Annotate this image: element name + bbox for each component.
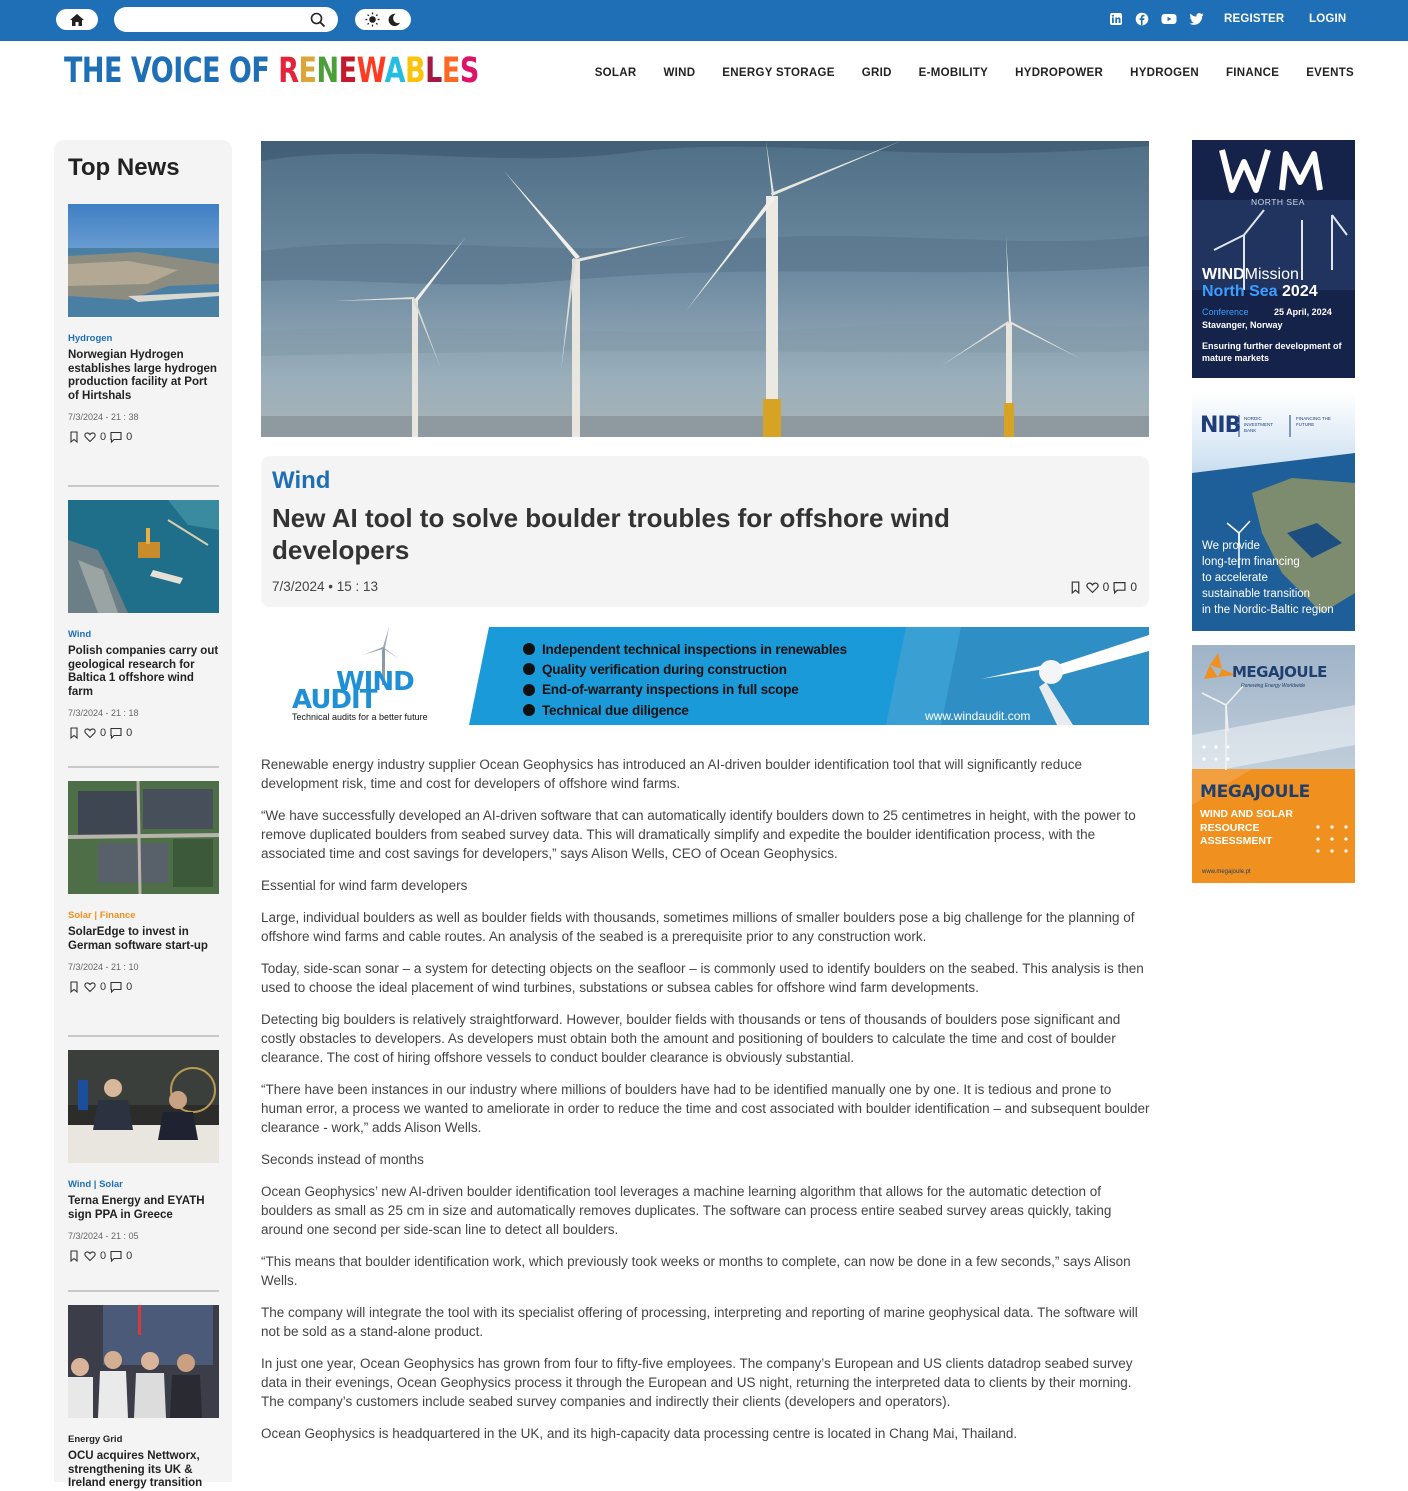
like-count: 0 bbox=[100, 981, 107, 993]
article-subheading: Essential for wind farm developers bbox=[261, 878, 468, 893]
windaudit-banner-ad[interactable] bbox=[261, 627, 1149, 725]
top-news-heading: Top News bbox=[68, 154, 180, 181]
logo-letter: L bbox=[425, 51, 442, 92]
youtube-icon[interactable] bbox=[1161, 12, 1177, 26]
nib-slogan: FINANCING THE FUTURE bbox=[1296, 416, 1331, 427]
linkedin-icon[interactable] bbox=[1109, 12, 1123, 26]
nib-bank-name: NORDIC INVESTMENT BANK bbox=[1244, 416, 1273, 433]
news-date: 7/3/2024 - 21 : 05 bbox=[68, 1231, 139, 1241]
news-category[interactable]: Energy Grid bbox=[68, 1434, 123, 1445]
list-bullet-icon bbox=[523, 663, 535, 675]
news-title[interactable]: Polish companies carry out geological research for Baltica 1 offshore wind farm bbox=[68, 645, 219, 698]
megajoule-headline: MEGAJOULE bbox=[1200, 782, 1310, 802]
comment-count: 0 bbox=[126, 431, 133, 443]
news-category[interactable]: Solar | Finance bbox=[68, 910, 136, 921]
logo-letter: E bbox=[441, 51, 460, 92]
nav-wind[interactable]: WIND bbox=[663, 67, 696, 79]
news-title[interactable]: Terna Energy and EYATH sign PPA in Greece bbox=[68, 1195, 205, 1221]
site-logo[interactable] bbox=[64, 51, 479, 92]
register-link[interactable]: REGISTER bbox=[1224, 13, 1285, 25]
news-divider bbox=[68, 1035, 219, 1037]
article-paragraph: Ocean Geophysics is headquartered in the UK, and its high-capacity data processing centre is located in Chang Mai, Thailand. bbox=[261, 1426, 1018, 1441]
news-title[interactable]: Norwegian Hydrogen establishes large hydrogen production facility at Port of Hirtshals bbox=[68, 349, 217, 402]
article-body bbox=[261, 755, 1151, 1456]
news-thumbnail[interactable] bbox=[68, 781, 219, 894]
news-title[interactable]: SolarEdge to invest in German software start-up bbox=[68, 926, 208, 952]
news-actions bbox=[68, 727, 219, 739]
news-category[interactable]: Hydrogen bbox=[68, 333, 113, 344]
comment-count: 0 bbox=[1130, 580, 1137, 594]
article-paragraph: Renewable energy industry supplier Ocean Geophysics has introduced an AI-driven boulder identification tool that will significantly reduce development risk, time and cost for developers of offshore wind farms. bbox=[261, 757, 1082, 791]
bookmark-icon[interactable] bbox=[1069, 581, 1082, 594]
wm-date: 25 April, 2024 bbox=[1274, 307, 1332, 317]
bookmark-icon[interactable] bbox=[68, 981, 80, 993]
like-count: 0 bbox=[100, 727, 107, 739]
windaudit-brand-wind: WIND bbox=[336, 667, 414, 697]
like-count: 0 bbox=[100, 1250, 107, 1262]
article-paragraph: Today, side-scan sonar – a system for detecting objects on the seafloor – is commonly used to identify boulders on the seabed. This analysis is then used to choose the ideal placement of wind turbines, substations or subsea cables for offshore wind farm developments. bbox=[261, 961, 1144, 995]
news-item[interactable] bbox=[68, 1050, 219, 1262]
megajoule-logo: MEGAJOULE bbox=[1232, 663, 1327, 681]
comment-icon[interactable] bbox=[1113, 581, 1126, 594]
megajoule-service: WIND AND SOLAR RESOURCE ASSESSMENT bbox=[1200, 808, 1293, 847]
windaudit-brand-audit: AUDIT bbox=[292, 685, 377, 715]
article-paragraph: Large, individual boulders as well as boulder fields with thousands, sometimes millions of smaller boulders pose a big challenge for the planning of offshore wind farms and cable routes. An analysis of the seabed is a prerequisite prior to any construction work. bbox=[261, 910, 1135, 944]
list-bullet-icon bbox=[523, 643, 535, 655]
like-count: 0 bbox=[1102, 580, 1110, 594]
windaudit-url[interactable]: www.windaudit.com bbox=[925, 709, 1031, 723]
news-actions bbox=[68, 431, 219, 443]
sun-icon[interactable] bbox=[365, 12, 380, 27]
service-item: Independent technical inspections in renewables bbox=[523, 639, 847, 659]
article-paragraph: In just one year, Ocean Geophysics has grown from four to fifty-five employees. The company’s European and US clients datadrop seabed survey data in their evenings, Ocean Geophysics process it through the European and US night, returning the interpreted data to clients by their morning. The company’s customers include seabed survey companies and indirectly their clients (developers and operators). bbox=[261, 1356, 1133, 1409]
nav-grid[interactable]: GRID bbox=[861, 67, 892, 79]
article-subheading: Seconds instead of months bbox=[261, 1152, 424, 1167]
article-header bbox=[261, 456, 1149, 607]
news-category[interactable]: Wind | Solar bbox=[68, 1179, 123, 1190]
windaudit-services-list bbox=[523, 639, 847, 720]
logo-letter: E bbox=[298, 51, 317, 92]
article-title: New AI tool to solve boulder troubles for offshore wind developers bbox=[272, 503, 950, 565]
logo-letter: R bbox=[278, 51, 299, 92]
article-paragraph: “There have been instances in our industry where millions of boulders have had to be identified manually one by one. It is tedious and prone to human error, a process we wanted to ameliorate in order to reduce the time and cost associated with boulder identification – and subsequent boulder clearance - work,” adds Alison Wells. bbox=[261, 1082, 1150, 1135]
search-input[interactable] bbox=[124, 10, 304, 29]
heart-icon[interactable] bbox=[84, 981, 96, 993]
megajoule-slogan: Renewing Energy Worldwide bbox=[1241, 683, 1306, 689]
nav-solar[interactable]: SOLAR bbox=[594, 67, 637, 79]
article-paragraph: “This means that boulder identification work, which previously took weeks or months to complete, can now be done in a few seconds,” says Alison Wells. bbox=[261, 1254, 1131, 1288]
news-item[interactable] bbox=[68, 1305, 219, 1491]
wm-conference: Conference bbox=[1202, 307, 1249, 317]
comment-count: 0 bbox=[126, 981, 133, 993]
bookmark-icon[interactable] bbox=[68, 1250, 80, 1262]
news-thumbnail[interactable] bbox=[68, 1305, 219, 1418]
list-bullet-icon bbox=[523, 704, 535, 716]
logo-letter: S bbox=[459, 51, 479, 92]
news-thumbnail[interactable] bbox=[68, 1050, 219, 1163]
heart-icon[interactable] bbox=[84, 431, 96, 443]
article-paragraph: Ocean Geophysics’ new AI-driven boulder identification tool leverages a machine learning algorithm that allows for the automatic detection of boulders as small as 25 cm in size and automatically removes duplicates. The software can process entire seabed survey areas quickly, taking around one second per side-scan line to detect all boulders. bbox=[261, 1184, 1112, 1237]
service-item: Quality verification during construction bbox=[523, 659, 847, 679]
news-item[interactable] bbox=[68, 204, 219, 443]
facebook-icon[interactable] bbox=[1135, 12, 1149, 26]
news-title[interactable]: OCU acquires Nettworx, strengthening its UK & Ireland energy transition bbox=[68, 1450, 203, 1489]
twitter-icon[interactable] bbox=[1189, 12, 1204, 26]
search-box bbox=[114, 7, 338, 32]
logo-letter: W bbox=[356, 51, 385, 92]
article-actions bbox=[1069, 580, 1137, 594]
wm-title-northsea: North Sea bbox=[1202, 283, 1278, 300]
news-thumbnail[interactable] bbox=[68, 500, 219, 613]
comment-icon[interactable] bbox=[110, 1250, 122, 1262]
top-bar bbox=[0, 0, 1408, 41]
news-item[interactable] bbox=[68, 500, 219, 739]
news-date: 7/3/2024 - 21 : 18 bbox=[68, 708, 139, 718]
news-date: 7/3/2024 - 21 : 10 bbox=[68, 962, 139, 972]
logo-letter: B bbox=[405, 51, 426, 92]
news-item[interactable] bbox=[68, 781, 219, 993]
article-paragraph: Detecting big boulders is relatively straightforward. However, boulder fields with thousands or tens of thousands of boulders pose significant and costly obstacles to developers. As developers must obtain both the amount and positioning of boulders to calculate the time and cost of boulder clearance. The cost of hiring offshore vessels to conduct boulder clearance is obviously substantial. bbox=[261, 1012, 1121, 1065]
comment-icon[interactable] bbox=[110, 431, 122, 443]
wm-tagline: Ensuring further development of mature markets bbox=[1202, 341, 1342, 363]
nav-hydropower[interactable]: HYDROPOWER bbox=[1015, 67, 1104, 79]
list-bullet-icon bbox=[523, 684, 535, 696]
nib-ad[interactable] bbox=[1192, 393, 1355, 631]
search-icon[interactable] bbox=[310, 12, 326, 28]
moon-icon[interactable] bbox=[387, 13, 401, 27]
article-date: 7/3/2024 • 15 : 13 bbox=[272, 579, 379, 594]
heart-icon[interactable] bbox=[84, 727, 96, 739]
service-item: Technical due diligence bbox=[523, 700, 847, 720]
comment-count: 0 bbox=[126, 1250, 133, 1262]
comment-count: 0 bbox=[126, 727, 133, 739]
news-date: 7/3/2024 - 21 : 38 bbox=[68, 412, 139, 422]
logo-text-part2 bbox=[278, 51, 479, 91]
nav-energy-storage[interactable]: ENERGY STORAGE bbox=[722, 67, 835, 79]
wm-title-year: 2024 bbox=[1282, 283, 1318, 300]
like-count: 0 bbox=[100, 431, 107, 443]
wm-place: Stavanger, Norway bbox=[1202, 320, 1283, 330]
home-button[interactable] bbox=[56, 9, 98, 30]
article-hero-image bbox=[261, 141, 1149, 437]
news-category[interactable]: Wind bbox=[68, 629, 92, 640]
nav-e-mobility[interactable]: E-MOBILITY bbox=[918, 67, 989, 79]
news-divider bbox=[68, 766, 219, 768]
main-nav bbox=[595, 67, 1354, 79]
comment-icon[interactable] bbox=[110, 981, 122, 993]
windmission-ad[interactable] bbox=[1192, 140, 1355, 378]
top-news-sidebar bbox=[54, 140, 232, 1489]
megajoule-url[interactable]: www.megajoule.pt bbox=[1202, 869, 1251, 875]
wm-title-wind: WIND bbox=[1202, 266, 1245, 283]
news-divider bbox=[68, 1290, 219, 1292]
nav-events[interactable]: EVENTS bbox=[1306, 67, 1354, 79]
nib-logo: NIB bbox=[1200, 413, 1241, 438]
article-paragraph: The company will integrate the tool with its specialist offering of processing, interpreting and reporting of marine geophysical data. The software will not be sold as a stand-alone product. bbox=[261, 1305, 1138, 1339]
wm-subtitle: NORTH SEA bbox=[1251, 197, 1305, 207]
news-divider bbox=[68, 485, 219, 487]
bookmark-icon[interactable] bbox=[68, 727, 80, 739]
news-thumbnail[interactable] bbox=[68, 204, 219, 317]
nav-finance[interactable]: FINANCE bbox=[1225, 67, 1280, 79]
wm-title-mission: Mission bbox=[1244, 266, 1299, 283]
logo-letter: N bbox=[316, 51, 339, 92]
comment-icon[interactable] bbox=[110, 727, 122, 739]
logo-letter: E bbox=[338, 51, 357, 92]
logo-letter: A bbox=[384, 51, 406, 92]
article-category[interactable]: Wind bbox=[272, 467, 331, 494]
theme-toggle[interactable] bbox=[355, 9, 411, 30]
windaudit-tagline: Technical audits for a better future bbox=[292, 712, 428, 722]
login-link[interactable]: LOGIN bbox=[1309, 13, 1347, 25]
nib-message: We provide long-term financing to accelerate sustainable transition in the Nordic-Baltic region bbox=[1202, 540, 1334, 616]
news-actions bbox=[68, 981, 219, 993]
nav-hydrogen[interactable]: HYDROGEN bbox=[1130, 67, 1199, 79]
heart-icon[interactable] bbox=[84, 1250, 96, 1262]
article-paragraph: “We have successfully developed an AI-driven software that can automatically identify boulders down to 25 centimetres in height, with the power to remove duplicated boulders from seabed survey data. This will dramatically simplify and expedite the boulder identification process, with the associated time and cost savings for developers,” says Alison Wells, CEO of Ocean Geophysics. bbox=[261, 808, 1136, 861]
heart-icon[interactable] bbox=[1086, 581, 1099, 594]
bookmark-icon[interactable] bbox=[68, 431, 80, 443]
news-actions bbox=[68, 1250, 219, 1262]
megajoule-ad[interactable] bbox=[1192, 645, 1355, 883]
logo-text-part1: THE VOICE OF bbox=[64, 51, 270, 92]
home-icon bbox=[69, 13, 85, 27]
service-item: End-of-warranty inspections in full scope bbox=[523, 680, 847, 700]
